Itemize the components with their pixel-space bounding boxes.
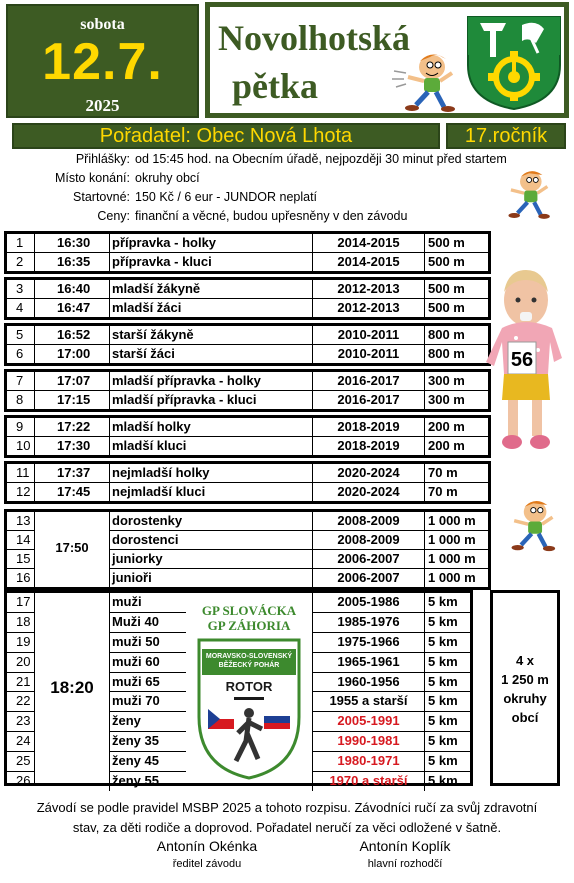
race-number: 4 xyxy=(16,300,24,315)
info-row xyxy=(0,188,574,207)
running-boy-icon xyxy=(496,166,554,222)
referee-name: Antonín Koplík xyxy=(359,838,451,854)
category: juniorky xyxy=(109,550,312,568)
birth-years: 1990-1981 xyxy=(312,732,424,751)
start-time: 16:47 xyxy=(34,299,109,317)
race-number: 20 xyxy=(16,653,31,669)
date-box xyxy=(6,4,199,118)
child-runner-photo xyxy=(482,262,574,456)
birth-years: 2008-2009 xyxy=(312,512,424,530)
birth-years: 1975-1966 xyxy=(312,633,424,652)
birth-years: 2018-2019 xyxy=(312,437,424,455)
distance: 5 km xyxy=(424,673,488,692)
signature-referee xyxy=(320,838,490,870)
table-row xyxy=(7,482,488,501)
start-time: 17:00 xyxy=(34,345,109,363)
distance: 500 m xyxy=(424,234,488,252)
distance: 5 km xyxy=(424,633,488,652)
race-number: 15 xyxy=(16,551,31,566)
race-number: 5 xyxy=(16,327,24,342)
race-group xyxy=(4,369,491,412)
info-row xyxy=(0,207,574,226)
race-number: 23 xyxy=(16,713,31,729)
table-row xyxy=(7,464,488,482)
birth-years: 2012-2013 xyxy=(312,299,424,317)
start-time: 16:35 xyxy=(34,253,109,271)
birth-years: 2020-2024 xyxy=(312,483,424,501)
rules-note-line2: stav, za děti rodiče a doprovod. Pořadatel neručí za věci odložené v šatně. xyxy=(72,820,502,835)
main-start-time: 18:20 xyxy=(34,593,110,783)
birth-years: 2014-2015 xyxy=(312,253,424,271)
distance: 5 km xyxy=(424,653,488,672)
title-box xyxy=(205,2,569,118)
distance: 5 km xyxy=(424,593,488,612)
table-row xyxy=(7,252,488,271)
director-name: Antonín Okénka xyxy=(156,838,258,854)
start-time: 17:30 xyxy=(34,437,109,455)
info-value: od 15:45 hod. na Obecním úřadě, nejpozději 30 minut před startem xyxy=(135,152,507,166)
category: mladší holky xyxy=(109,418,312,436)
start-time: 17:22 xyxy=(34,418,109,436)
category: mladší žákyně xyxy=(109,280,312,298)
gp-sponsor: ROTOR xyxy=(225,679,273,694)
table-row xyxy=(7,326,488,344)
birth-years: 2006-2007 xyxy=(312,550,424,568)
table-row xyxy=(7,280,488,298)
race-group xyxy=(4,277,491,320)
category: ženy 55 xyxy=(109,772,186,791)
event-title-line2: pětka xyxy=(232,66,319,106)
date-label: 12.7. xyxy=(42,33,163,91)
race-number: 8 xyxy=(16,392,24,407)
race-number: 17 xyxy=(16,594,31,609)
director-role: ředitel závodu xyxy=(172,858,242,870)
gp-banner-line1: MORAVSKO-SLOVENSKÝ xyxy=(205,653,293,660)
birth-years: 2010-2011 xyxy=(312,345,424,363)
birth-years: 1985-1976 xyxy=(312,613,424,632)
gp-logo-line1: GP SLOVÁCKA xyxy=(201,603,297,618)
referee-role: hlavní rozhodčí xyxy=(367,858,443,870)
distance: 500 m xyxy=(424,299,488,317)
table-row xyxy=(7,372,488,390)
race-number: 6 xyxy=(16,346,24,361)
category: ženy xyxy=(109,712,186,731)
route-note-line: 1 250 m xyxy=(501,672,549,687)
race-number: 21 xyxy=(16,673,31,689)
category: mladší kluci xyxy=(109,437,312,455)
info-value: finanční a věcné, budou upřesněny v den závodu xyxy=(135,209,408,223)
category: přípravka - holky xyxy=(109,234,312,252)
distance: 1 000 m xyxy=(424,550,488,568)
category: dorostenky xyxy=(109,512,312,530)
table-row xyxy=(7,418,488,436)
category: nejmladší holky xyxy=(109,464,312,482)
distance: 1 000 m xyxy=(424,569,488,587)
race-number: 25 xyxy=(16,753,31,769)
category: muži xyxy=(109,593,186,612)
distance: 1 000 m xyxy=(424,531,488,549)
category: mladší přípravka - kluci xyxy=(109,391,312,409)
race-number: 1 xyxy=(16,235,24,250)
category: junioři xyxy=(109,569,312,587)
year-label: 2025 xyxy=(85,96,120,115)
distance: 5 km xyxy=(424,692,488,711)
info-value: 150 Kč / 6 eur - JUNDOR neplatí xyxy=(135,190,318,204)
start-time: 16:40 xyxy=(34,280,109,298)
birth-years: 1980-1971 xyxy=(312,752,424,771)
birth-years: 2008-2009 xyxy=(312,531,424,549)
race-number: 16 xyxy=(16,570,31,585)
birth-years: 1955 a starší xyxy=(312,692,424,711)
info-label: Ceny: xyxy=(97,209,130,223)
junior-start-time: 17:50 xyxy=(34,512,110,587)
distance: 300 m xyxy=(424,372,488,390)
table-row xyxy=(7,344,488,363)
info-value: okruhy obcí xyxy=(135,171,200,185)
distance: 300 m xyxy=(424,391,488,409)
birth-years: 2020-2024 xyxy=(312,464,424,482)
race-number: 12 xyxy=(16,484,31,499)
category: nejmladší kluci xyxy=(109,483,312,501)
route-note-line: okruhy xyxy=(503,691,547,706)
rules-note-line1: Závodí se podle pravidel MSBP 2025 a tohoto rozpisu. Závodníci ručí za svůj zdravotní xyxy=(36,800,538,815)
birth-years: 2005-1991 xyxy=(312,712,424,731)
category: muži 70 xyxy=(109,692,186,711)
race-number: 19 xyxy=(16,633,31,649)
category: ženy 35 xyxy=(109,732,186,751)
distance: 500 m xyxy=(424,253,488,271)
info-label: Přihlášky: xyxy=(75,152,130,166)
distance: 5 km xyxy=(424,712,488,731)
rules-note xyxy=(0,798,574,838)
category: muži 65 xyxy=(109,673,186,692)
distance: 800 m xyxy=(424,326,488,344)
race-number: 10 xyxy=(16,438,31,453)
main-races xyxy=(4,590,473,789)
birth-years: 2016-2017 xyxy=(312,372,424,390)
info-label: Místo konání: xyxy=(54,171,130,185)
race-number: 7 xyxy=(16,373,24,388)
gp-logo xyxy=(186,593,312,783)
race-number: 2 xyxy=(16,254,24,269)
start-time: 16:52 xyxy=(34,326,109,344)
start-time: 17:45 xyxy=(34,483,109,501)
event-title-line1: Novolhotská xyxy=(218,18,411,58)
race-number: 9 xyxy=(16,419,24,434)
organizer-bar: Pořadatel: Obec Nová Lhota xyxy=(12,123,440,149)
distance: 800 m xyxy=(424,345,488,363)
route-note xyxy=(490,590,560,786)
running-boy-icon xyxy=(390,51,460,113)
info-row xyxy=(0,150,574,169)
running-boy-icon xyxy=(498,498,560,552)
route-note-line: 4 x xyxy=(515,653,535,668)
race-number: 11 xyxy=(16,465,30,480)
race-number: 24 xyxy=(16,733,31,749)
race-group xyxy=(4,323,491,366)
birth-years: 2016-2017 xyxy=(312,391,424,409)
table-row xyxy=(7,234,488,252)
birth-years: 2018-2019 xyxy=(312,418,424,436)
birth-years: 2006-2007 xyxy=(312,569,424,587)
category: mladší přípravka - holky xyxy=(109,372,312,390)
category: muži 50 xyxy=(109,633,186,652)
table-row xyxy=(7,390,488,409)
junior-races xyxy=(4,509,491,590)
race-number: 14 xyxy=(16,532,31,547)
category: starší žáci xyxy=(109,345,312,363)
start-time: 17:15 xyxy=(34,391,109,409)
category: dorostenci xyxy=(109,531,312,549)
info-row xyxy=(0,169,574,188)
category: mladší žáci xyxy=(109,299,312,317)
bib-number: 56 xyxy=(510,349,534,371)
route-note-line: obcí xyxy=(511,710,539,725)
distance: 5 km xyxy=(424,613,488,632)
birth-years: 2005-1986 xyxy=(312,593,424,612)
start-time: 17:37 xyxy=(34,464,109,482)
race-number: 26 xyxy=(16,773,31,789)
birth-years: 1965-1961 xyxy=(312,653,424,672)
distance: 5 km xyxy=(424,752,488,771)
category: přípravka - kluci xyxy=(109,253,312,271)
distance: 1 000 m xyxy=(424,512,488,530)
distance: 200 m xyxy=(424,437,488,455)
race-number: 3 xyxy=(16,281,24,296)
distance: 70 m xyxy=(424,483,488,501)
info-label: Startovné: xyxy=(73,190,130,204)
race-group xyxy=(4,231,491,274)
birth-years: 1960-1956 xyxy=(312,673,424,692)
table-row xyxy=(7,436,488,455)
category: ženy 45 xyxy=(109,752,186,771)
race-group xyxy=(4,415,491,458)
village-crest-icon xyxy=(466,15,562,111)
signature-director xyxy=(122,838,292,870)
category: muži 60 xyxy=(109,653,186,672)
start-time: 17:07 xyxy=(34,372,109,390)
race-number: 13 xyxy=(16,513,31,528)
category: starší žákyně xyxy=(109,326,312,344)
edition-badge: 17.ročník xyxy=(446,123,566,149)
birth-years: 1970 a starší xyxy=(312,772,424,791)
birth-years: 2012-2013 xyxy=(312,280,424,298)
race-number: 22 xyxy=(16,693,31,709)
distance: 5 km xyxy=(424,772,488,791)
category: Muži 40 xyxy=(109,613,186,632)
race-group xyxy=(4,461,491,504)
distance: 200 m xyxy=(424,418,488,436)
distance: 500 m xyxy=(424,280,488,298)
info-block xyxy=(0,150,574,230)
gp-banner-line2: BĚŽECKÝ POHÁR xyxy=(218,662,280,669)
start-time: 16:30 xyxy=(34,234,109,252)
day-label: sobota xyxy=(80,16,125,33)
race-number: 18 xyxy=(16,613,31,629)
gp-logo-line2: GP ZÁHORIA xyxy=(207,618,291,633)
birth-years: 2010-2011 xyxy=(312,326,424,344)
table-row xyxy=(7,298,488,317)
birth-years: 2014-2015 xyxy=(312,234,424,252)
distance: 70 m xyxy=(424,464,488,482)
distance: 5 km xyxy=(424,732,488,751)
